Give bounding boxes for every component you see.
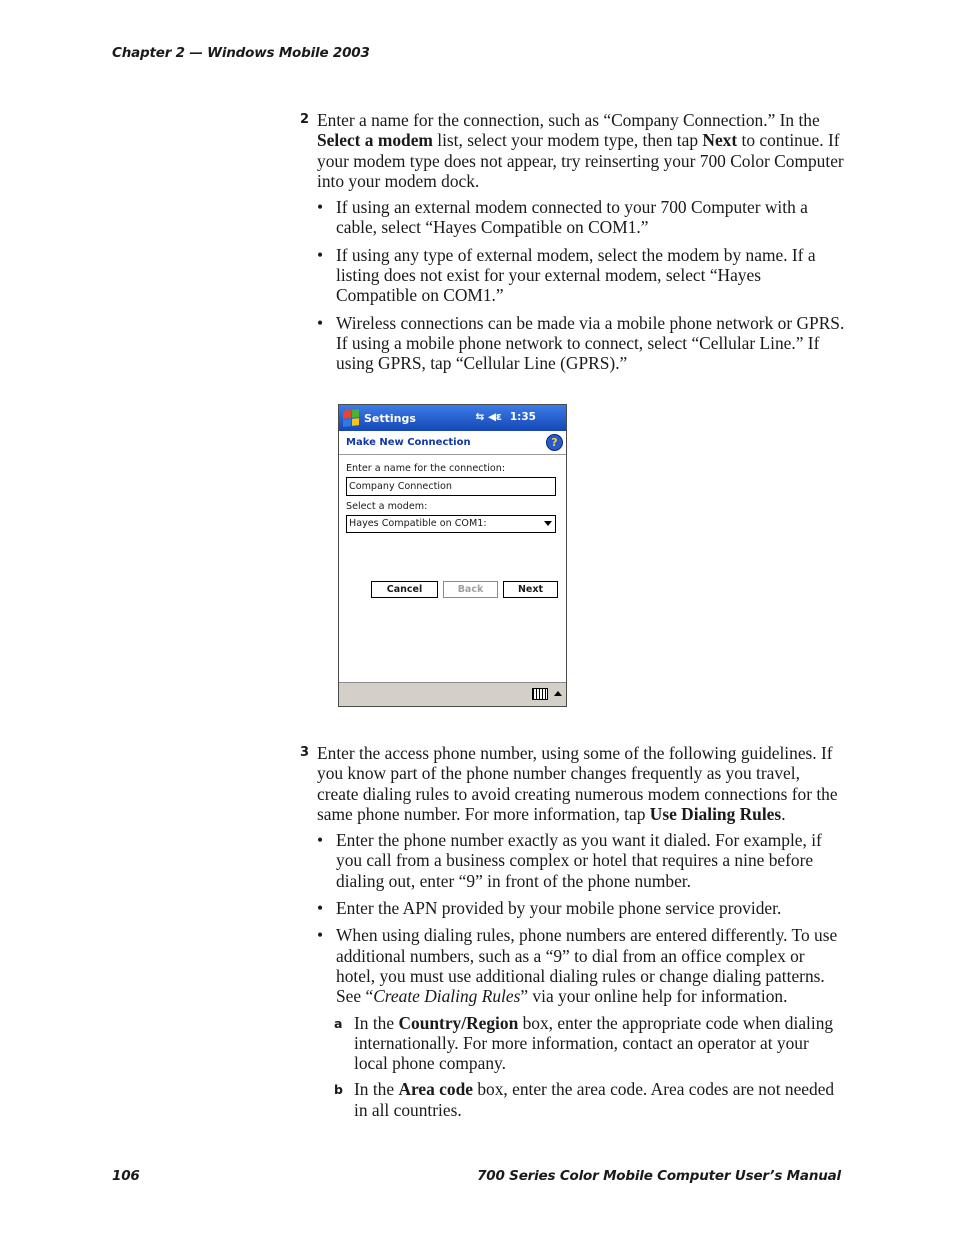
list-item: • If using any type of external modem, select the modem by name. If a listing does not exist for your external modem, select “Hayes Compatible on COM1.” (317, 244, 816, 306)
start-menu-icon[interactable] (343, 409, 359, 427)
list-item: • When using dialing rules, phone numbers are entered differently. To use additional numbers, such as a “9” to dial from an office complex or hotel, you must use additional dialing rules or change dialing patterns. See “Create Dialing Rules” via your online help for information. (317, 925, 838, 1007)
back-button: Back (443, 581, 498, 598)
ui-term-select-a-modem: Select a modem (317, 130, 433, 151)
app-title: Settings (364, 411, 416, 425)
keyboard-icon[interactable] (532, 688, 548, 700)
page-heading (339, 431, 566, 455)
wizard-buttons (371, 581, 558, 598)
input-panel-arrow-icon[interactable] (554, 691, 562, 696)
step-2-bullets (300, 197, 845, 373)
page-title: Make New Connection (346, 437, 471, 448)
step-3-bullets (300, 830, 845, 1006)
list-item: • Wireless connections can be made via a mobile phone network or GPRS. If using a mobile phone network to connect, select “Cellular Line.” If using GPRS, tap “Cellular Line (GPRS).” (317, 312, 845, 374)
clock[interactable]: 1:35 (509, 411, 536, 423)
ui-term-use-dialing-rules: Use Dialing Rules (649, 803, 782, 824)
pocket-pc-screenshot (338, 404, 567, 707)
ui-term-area-code: Area code (398, 1079, 473, 1100)
sub-step-a: a In the Country/Region box, enter the appropriate code when dialing internationally. For more information, contact an operator at your local phone company. (334, 1012, 834, 1074)
sub-step-b: b In the Area code box, enter the area code. Area codes are not needed in all countries. (334, 1079, 835, 1120)
list-item: • If using an external modem connected to your 700 Computer with a cable, select “Hayes Compatible on COM1.” (317, 197, 808, 238)
running-header: Chapter 2 — Windows Mobile 2003 (112, 45, 370, 61)
next-button[interactable]: Next (503, 581, 558, 598)
cancel-button[interactable]: Cancel (371, 581, 438, 598)
dropdown-arrow-icon (544, 521, 552, 526)
ui-term-country-region: Country/Region (398, 1012, 519, 1033)
sub-steps (300, 1013, 845, 1120)
help-topic-reference: Create Dialing Rules (373, 986, 521, 1007)
step-number: 3 (300, 745, 310, 760)
menu-bar (339, 682, 566, 706)
connection-name-input[interactable]: Company Connection (346, 477, 556, 496)
modem-label: Select a modem: (346, 501, 428, 512)
page-number: 106 (112, 1168, 140, 1184)
list-item: • Enter the phone number exactly as you want it dialed. For example, if you call from a business complex or hotel that requires a nine before dialing out, enter “9” in front of the phone number. (317, 830, 822, 891)
step-3-paragraph: 3 Enter the access phone number, using some of the following guidelines. If you know part of the phone number changes frequently as you travel, create dialing rules to avoid creating numerous modem connections for the same phone number. For more information, tap Use Dialing Rules. (300, 743, 838, 824)
title-bar (339, 405, 566, 431)
manual-title: 700 Series Color Mobile Computer User’s Manual (477, 1168, 841, 1184)
step-number: 2 (300, 112, 310, 127)
modem-select[interactable] (346, 515, 556, 533)
list-item: • Enter the APN provided by your mobile phone service provider. (317, 898, 782, 919)
form (339, 455, 566, 533)
step-2-section (300, 110, 845, 381)
modem-select-value: Hayes Compatible on COM1: (349, 518, 487, 529)
step-2-paragraph: 2 Enter a name for the connection, such as “Company Connection.” In the Select a modem list, select your modem type, then tap Next to continue. If your modem type does not appear, try reinserting your 700 Color Computer into your modem dock. (300, 110, 844, 191)
connectivity-icon[interactable]: ⇆ ◀ε (475, 411, 502, 423)
name-label: Enter a name for the connection: (346, 463, 506, 474)
step-3-section (300, 743, 845, 1120)
help-icon[interactable]: ? (546, 434, 563, 451)
ui-term-next: Next (702, 130, 738, 151)
